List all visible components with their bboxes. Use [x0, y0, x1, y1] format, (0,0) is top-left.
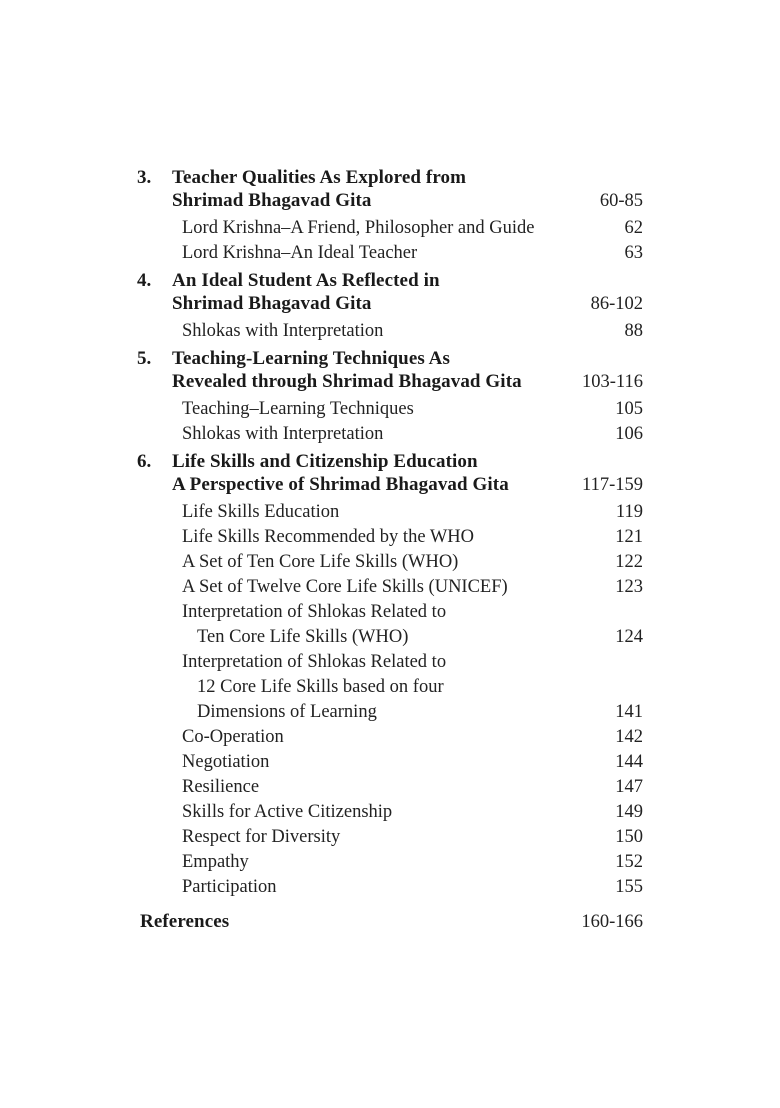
chapter-title: Teacher Qualities As Explored from	[172, 167, 467, 188]
toc-entry-continued	[137, 675, 643, 700]
chapter-pages: 86-102	[590, 294, 643, 314]
entry-page: 121	[615, 527, 643, 547]
chapter-4	[137, 269, 643, 344]
entry-page: 144	[615, 752, 643, 772]
table-of-contents	[137, 163, 643, 934]
chapter-pages: 60-85	[599, 191, 643, 211]
entry-title: Dimensions of Learning	[197, 702, 377, 722]
entry-title: Shlokas with Interpretation	[182, 424, 384, 444]
chapter-number: 3.	[137, 167, 152, 188]
toc-entry	[137, 397, 643, 422]
toc-entry	[137, 775, 643, 800]
chapter-number: 6.	[137, 451, 152, 472]
entry-page: 122	[615, 552, 643, 572]
entry-title: Negotiation	[182, 752, 270, 772]
chapter-pages: 103-116	[582, 372, 643, 392]
chapter-title: Revealed through Shrimad Bhagavad Gita	[172, 371, 522, 392]
entry-page: 62	[624, 218, 643, 238]
entry-page: 141	[615, 702, 643, 722]
toc-entry	[137, 422, 643, 447]
entry-title: Shlokas with Interpretation	[182, 321, 384, 341]
entry-page: 124	[615, 627, 643, 647]
toc-entry	[137, 825, 643, 850]
toc-entry	[137, 550, 643, 575]
toc-entry	[137, 525, 643, 550]
entry-title: Life Skills Recommended by the WHO	[182, 527, 475, 547]
toc-entry	[137, 575, 643, 600]
entry-page: 155	[615, 877, 643, 897]
entry-page: 105	[615, 399, 643, 419]
entry-title: Life Skills Education	[182, 502, 340, 522]
toc-entry-continued	[137, 625, 643, 650]
entry-title: Teaching–Learning Techniques	[182, 399, 414, 419]
chapter-pages: 117-159	[582, 475, 643, 495]
chapter-title: Shrimad Bhagavad Gita	[172, 293, 372, 314]
toc-entry	[137, 875, 643, 900]
entry-title: Empathy	[182, 852, 249, 872]
toc-entry	[137, 500, 643, 525]
toc-entry	[137, 800, 643, 825]
entry-title: Participation	[182, 877, 277, 897]
chapter-title: A Perspective of Shrimad Bhagavad Gita	[172, 474, 509, 495]
toc-entry	[137, 650, 643, 675]
chapter-number: 5.	[137, 348, 152, 369]
entry-page: 150	[615, 827, 643, 847]
chapter-3	[137, 166, 643, 266]
chapter-5	[137, 347, 643, 447]
entry-title: A Set of Ten Core Life Skills (WHO)	[182, 552, 459, 572]
toc-entry	[137, 216, 643, 241]
toc-entry	[137, 725, 643, 750]
entry-title: Lord Krishna–A Friend, Philosopher and Guide	[182, 218, 535, 238]
references-title: References	[140, 911, 230, 932]
entry-title: Respect for Diversity	[182, 827, 341, 847]
entry-page: 147	[615, 777, 643, 797]
entry-title: A Set of Twelve Core Life Skills (UNICEF)	[182, 577, 508, 597]
toc-entry-continued	[137, 700, 643, 725]
entry-page: 152	[615, 852, 643, 872]
entry-page: 63	[624, 243, 643, 263]
chapter-title: Teaching-Learning Techniques As	[172, 348, 450, 369]
references-pages: 160-166	[581, 912, 643, 932]
chapter-title: An Ideal Student As Reflected in	[172, 270, 440, 291]
chapter-title: Shrimad Bhagavad Gita	[172, 190, 372, 211]
references-entry	[137, 910, 643, 934]
entry-title: Ten Core Life Skills (WHO)	[197, 627, 409, 647]
entry-page: 106	[615, 424, 643, 444]
toc-entry	[137, 241, 643, 266]
chapter-number: 4.	[137, 270, 152, 291]
chapter-title: Life Skills and Citizenship Education	[172, 451, 478, 472]
entry-title: Co-Operation	[182, 727, 284, 747]
entry-title: Lord Krishna–An Ideal Teacher	[182, 243, 418, 263]
entry-title: Interpretation of Shlokas Related to	[182, 652, 447, 672]
chapter-6	[137, 450, 643, 900]
entry-page: 142	[615, 727, 643, 747]
entry-page: 149	[615, 802, 643, 822]
entry-title: 12 Core Life Skills based on four	[197, 677, 444, 697]
toc-entry	[137, 319, 643, 344]
toc-entry	[137, 850, 643, 875]
entry-title: Resilience	[182, 777, 260, 797]
entry-page: 119	[615, 502, 643, 522]
toc-entry	[137, 750, 643, 775]
entry-title: Interpretation of Shlokas Related to	[182, 602, 447, 622]
entry-title: Skills for Active Citizenship	[182, 802, 393, 822]
entry-page: 123	[615, 577, 643, 597]
toc-entry	[137, 600, 643, 625]
entry-page: 88	[624, 321, 643, 341]
